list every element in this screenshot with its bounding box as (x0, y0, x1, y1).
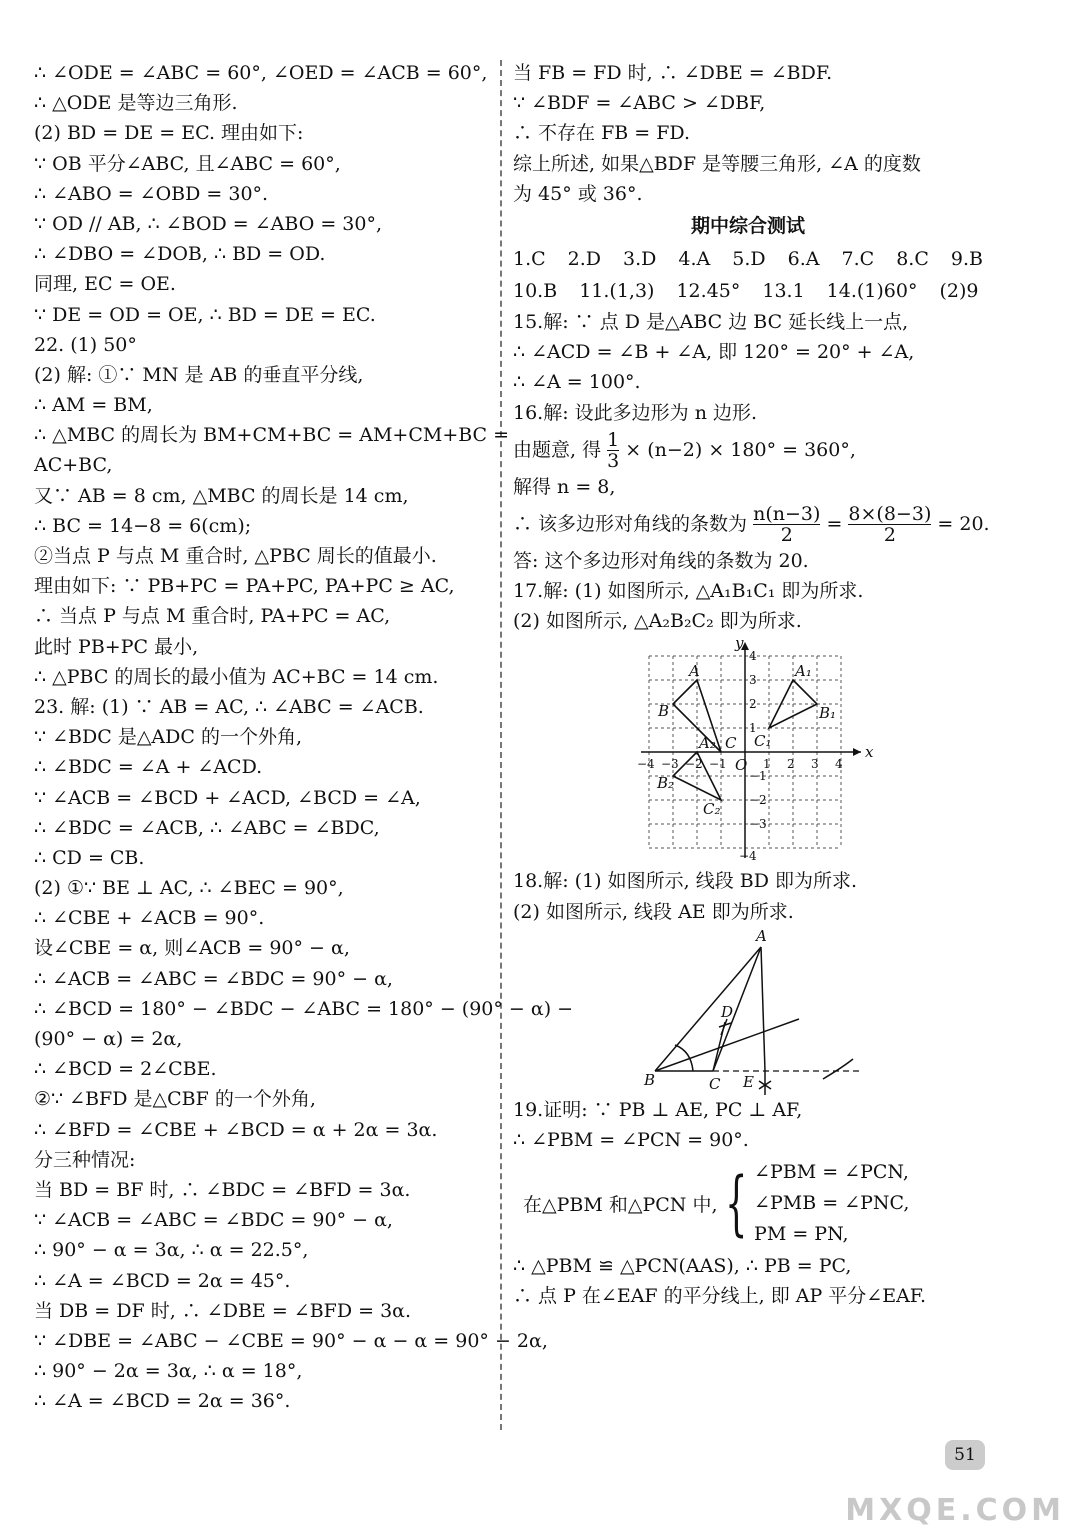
q15-line: ∴ ∠ACD = ∠B + ∠A, 即 120° = 20° + ∠A, (513, 341, 915, 364)
text-line: AC+BC, (34, 454, 113, 477)
construction-figure (513, 927, 983, 1095)
x-tick: −2 (685, 757, 703, 772)
x-tick: −3 (661, 757, 679, 772)
q19-line: 19.证明: ∵ PB ⊥ AE, PC ⊥ AF, (513, 1098, 803, 1121)
label-A1: A₁ (795, 662, 812, 681)
q16-equation: 由题意, 得 $\frac{1}{3}$ × (n−2) × 180° = 360°, (513, 429, 856, 473)
answer-item: 4.A (678, 247, 711, 270)
q19-system-lead: 在△PBM 和△PCN 中, (523, 1193, 718, 1216)
answer-item: 10.B (513, 279, 558, 302)
right-column (513, 58, 990, 1312)
condition: ∠PBM = ∠PCN, (754, 1160, 909, 1183)
condition: PM = PN, (754, 1222, 849, 1245)
text-line: 为 45° 或 36°. (513, 182, 643, 205)
q17-line: 17.解: (1) 如图所示, △A₁B₁C₁ 即为所求. (513, 580, 864, 603)
text-line: ∵ OD // AB, ∴ ∠BOD = ∠ABO = 30°, (34, 212, 383, 235)
text-line: 当 BD = BF 时, ∴ ∠BDC = ∠BFD = 3α. (34, 1178, 411, 1201)
page-number: 51 (945, 1440, 985, 1470)
label-A: A (756, 926, 767, 945)
text-line: 分三种情况: (34, 1148, 136, 1171)
q19-line: ∴ △PBM ≌ △PCN(AAS), ∴ PB = PC, (513, 1255, 852, 1278)
x-axis-label: x (865, 743, 874, 762)
label-B: B (658, 702, 670, 721)
text-line: ∴ 当点 P 与点 M 重合时, PA+PC = AC, (34, 605, 391, 628)
grid-svg (513, 636, 983, 866)
coordinate-grid-figure (513, 636, 983, 866)
label-B1: B₁ (819, 704, 837, 723)
label-A: A (689, 662, 700, 681)
y-tick: 4 (749, 649, 757, 664)
x-tick: 4 (835, 757, 843, 772)
text-line: ∵ DE = OD = OE, ∴ BD = DE = EC. (34, 303, 376, 326)
label-C: C (709, 1074, 721, 1093)
q16-diagonals: ∴ 该多边形对角线的条数为 $\frac{n(n-3)}{2}$ = $\frac{8\times(8-3)}{2}$ = 20. (513, 503, 990, 547)
text-line: (2) BD = DE = EC. 理由如下: (34, 122, 304, 145)
text-line: ∴ ∠BDC = ∠A + ∠ACD. (34, 756, 263, 779)
text-line: ∴ 90° − α = 3α, ∴ α = 22.5°, (34, 1239, 309, 1262)
text-line: ∴ △ODE 是等边三角形. (34, 92, 238, 115)
watermark-logo: MXQE.COM (845, 1493, 1065, 1528)
column-divider (500, 60, 502, 1430)
text-line: ∴ △MBC 的周长为 BM+CM+BC = AM+CM+BC = (34, 424, 510, 447)
text-line: ∵ OB 平分∠ABC, 且∠ABC = 60°, (34, 152, 341, 175)
label-E: E (743, 1072, 754, 1091)
text-line: ∴ AM = BM, (34, 394, 153, 417)
answer-item: 5.D (732, 247, 766, 270)
construction-svg (513, 927, 983, 1095)
answer-row-2 (513, 275, 983, 307)
label-C1: C₁ (754, 732, 772, 751)
answer-item: 1.C (513, 247, 546, 270)
text-line: ∴ ∠BCD = 180° − ∠BDC − ∠ABC = 180° − (90° − α) − (34, 997, 574, 1020)
text-line: ∴ ∠BDC = ∠ACB, ∴ ∠ABC = ∠BDC, (34, 816, 380, 839)
q16-line: 16.解: 设此多边形为 n 边形. (513, 401, 758, 424)
y-tick: −1 (749, 769, 767, 784)
text-line: 当 FB = FD 时, ∴ ∠DBE = ∠BDF. (513, 62, 833, 84)
text-line: ∴ ∠A = ∠BCD = 2α = 36°. (34, 1390, 291, 1413)
text-line: ∴ ∠BCD = 2∠CBE. (34, 1058, 217, 1081)
q19-system (513, 1155, 983, 1251)
q15-line: 15.解: ∵ 点 D 是△ABC 边 BC 延长线上一点, (513, 310, 909, 333)
text-line: ∴ ∠CBE + ∠ACB = 90°. (34, 907, 265, 930)
q15-line: ∴ ∠A = 100°. (513, 371, 641, 394)
text-line: ∴ ∠BFD = ∠CBE + ∠BCD = α + 2α = 3α. (34, 1118, 438, 1141)
text-line: ∴ ∠ABO = ∠OBD = 30°. (34, 182, 269, 205)
text-line: 当 DB = DF 时, ∴ ∠DBE = ∠BFD = 3α. (34, 1299, 412, 1322)
x-tick: −4 (637, 757, 655, 772)
label-B2: B₂ (657, 774, 675, 793)
text-line: 综上所述, 如果△BDF 是等腰三角形, ∠A 的度数 (513, 152, 921, 175)
x-tick: 2 (787, 757, 795, 772)
q19-line: ∴ ∠PBM = ∠PCN = 90°. (513, 1129, 749, 1151)
x-tick: −1 (709, 757, 727, 772)
text-line: ∴ ∠A = ∠BCD = 2α = 45°. (34, 1269, 291, 1292)
text-line: 设∠CBE = α, 则∠ACB = 90° − α, (34, 937, 350, 960)
text-line: ∴ 不存在 FB = FD. (513, 122, 691, 145)
text-line: 22. (1) 50° (34, 333, 137, 356)
text-line: ∵ ∠DBE = ∠ABC − ∠CBE = 90° − α − α = 90° − 2α, (34, 1329, 548, 1352)
answer-item: 12.45° (676, 279, 741, 302)
answer-item: 13.1 (762, 279, 805, 302)
text-line: ∵ ∠BDC 是△ADC 的一个外角, (34, 726, 303, 749)
answer-item: 3.D (623, 247, 657, 270)
answer-item: (2)9 (939, 279, 979, 302)
q18-line: 18.解: (1) 如图所示, 线段 BD 即为所求. (513, 870, 858, 893)
label-C2: C₂ (703, 800, 721, 819)
text-line: ∴ CD = CB. (34, 846, 145, 869)
answer-item: 7.C (841, 247, 875, 270)
y-axis-label: y (735, 636, 744, 653)
label-B: B (644, 1070, 656, 1089)
answer-item: 6.A (787, 247, 820, 270)
text-line: ②当点 P 与点 M 重合时, △PBC 周长的值最小. (34, 545, 437, 567)
text-line: 理由如下: ∵ PB+PC = PA+PC, PA+PC ≥ AC, (34, 575, 455, 598)
x-tick: 3 (811, 757, 819, 772)
y-tick: 2 (749, 697, 757, 712)
text-line: (90° − α) = 2α, (34, 1028, 183, 1050)
y-tick: 3 (749, 673, 757, 688)
q19-conditions (754, 1157, 909, 1250)
x-tick: 1 (763, 757, 771, 772)
brace-icon: { (724, 1162, 747, 1245)
q19-line: ∴ 点 P 在∠EAF 的平分线上, 即 AP 平分∠EAF. (513, 1285, 927, 1308)
text-line: ∵ ∠BDF = ∠ABC > ∠DBF, (513, 92, 766, 115)
text-line: 又∵ AB = 8 cm, △MBC 的周长是 14 cm, (34, 484, 409, 507)
text-line: ∵ ∠ACB = ∠ABC = ∠BDC = 90° − α, (34, 1209, 393, 1232)
text-line: 此时 PB+PC 最小, (34, 635, 199, 658)
text-line: (2) 解: ①∵ MN 是 AB 的垂直平分线, (34, 363, 364, 386)
y-tick: 1 (749, 721, 757, 736)
text-line: ∴ ∠ACB = ∠ABC = ∠BDC = 90° − α, (34, 967, 393, 990)
y-tick: −4 (739, 849, 757, 864)
y-tick: −2 (749, 793, 767, 808)
q18-line: (2) 如图所示, 线段 AE 即为所求. (513, 900, 794, 923)
condition: ∠PMB = ∠PNC, (754, 1191, 910, 1214)
answer-item: 8.C (896, 247, 929, 270)
text-line: ∴ BC = 14−8 = 6(cm); (34, 514, 252, 537)
answer-item: 11.(1,3) (579, 279, 655, 302)
q16-answer: 答: 这个多边形对角线的条数为 20. (513, 549, 809, 572)
text-line: ∵ ∠ACB = ∠BCD + ∠ACD, ∠BCD = ∠A, (34, 786, 421, 809)
answer-item: 2.D (567, 247, 602, 270)
y-tick: −3 (749, 817, 767, 832)
label-D: D (721, 1002, 734, 1021)
text-line: 同理, EC = OE. (34, 273, 176, 296)
answer-row-1 (513, 243, 983, 275)
label-A2: A₂ (699, 734, 716, 753)
answer-item: 9.B (950, 247, 983, 270)
q16-solve: 解得 n = 8, (513, 475, 616, 498)
text-line: ②∵ ∠BFD 是△CBF 的一个外角, (34, 1088, 316, 1111)
text-line: ∴ △PBC 的周长的最小值为 AC+BC = 14 cm. (34, 665, 439, 688)
origin-label: O (735, 756, 748, 775)
text-line: (2) ①∵ BE ⊥ AC, ∴ ∠BEC = 90°, (34, 877, 344, 900)
text-line: 23. 解: (1) ∵ AB = AC, ∴ ∠ABC = ∠ACB. (34, 695, 424, 718)
text-line: ∴ 90° − 2α = 3α, ∴ α = 18°, (34, 1360, 303, 1383)
text-line: ∴ ∠ODE = ∠ABC = 60°, ∠OED = ∠ACB = 60°, (34, 62, 488, 84)
section-heading: 期中综合测试 (690, 214, 805, 237)
q17-line: (2) 如图所示, △A₂B₂C₂ 即为所求. (513, 610, 802, 633)
answer-item: 14.(1)60° (826, 279, 918, 302)
text-line: ∴ ∠DBO = ∠DOB, ∴ BD = OD. (34, 243, 326, 266)
label-C: C (725, 734, 737, 753)
